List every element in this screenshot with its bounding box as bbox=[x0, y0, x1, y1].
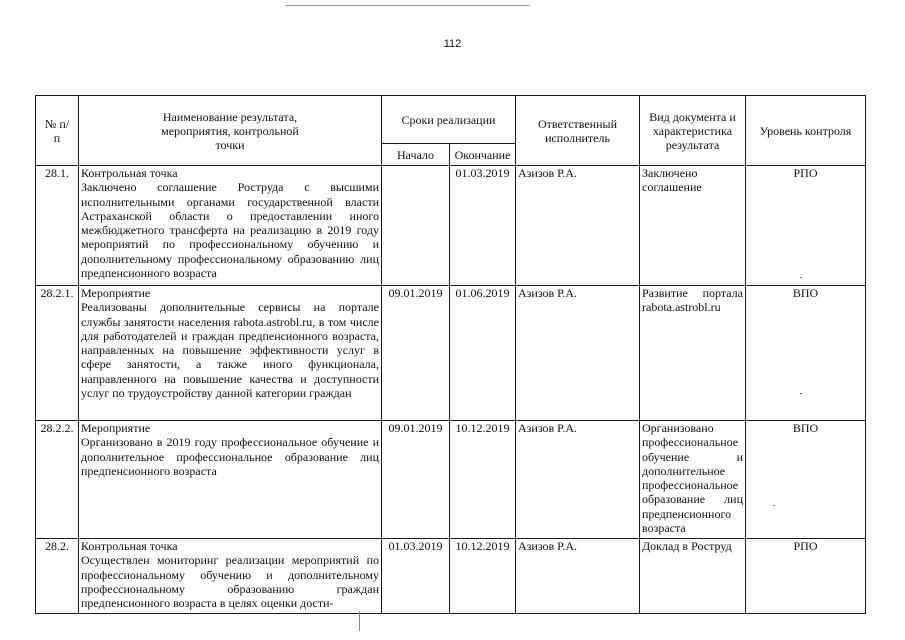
header-doc-type: Вид документа и характеристика результата bbox=[640, 96, 746, 166]
header-name: Наименование результата, мероприятия, контрольной точки bbox=[79, 96, 382, 166]
row-responsible: Азизов Р.А. bbox=[516, 286, 640, 421]
header-end: Окончание bbox=[450, 144, 516, 166]
row-document: Доклад в Роструд bbox=[640, 539, 746, 614]
table-row bbox=[36, 421, 866, 539]
page-number: 112 bbox=[443, 38, 462, 50]
row-responsible: Азизов Р.А. bbox=[516, 421, 640, 539]
header-responsible: Ответственный исполнитель bbox=[516, 96, 640, 166]
row-responsible: Азизов Р.А. bbox=[516, 539, 640, 614]
row-kind: Мероприятие bbox=[81, 421, 151, 435]
row-control-level: ВПО bbox=[746, 286, 866, 421]
header-control-level: Уровень контроля bbox=[746, 96, 866, 166]
table-row bbox=[36, 539, 866, 614]
row-end-date: 10.12.2019 bbox=[450, 421, 516, 539]
row-end-date: 01.06.2019 bbox=[450, 286, 516, 421]
row-number: 28.2.1. bbox=[36, 286, 79, 421]
row-end-date: 10.12.2019 bbox=[450, 539, 516, 614]
row-end-date: 01.03.2019 bbox=[450, 166, 516, 286]
scan-speck bbox=[800, 393, 802, 394]
scan-speck bbox=[800, 277, 802, 278]
row-description bbox=[79, 421, 382, 539]
row-description bbox=[79, 539, 382, 614]
row-text: Реализованы дополнительные сервисы на портале службы занятости населения rabota.astrobl.ru, в том числе для работодателей и граждан предпенсионного возраста, направленных на повышение эффективности услуг в сфере занятости, а также иного функционала, направленного на повышение качества и доступности услуг по трудоустройству данной категории граждан bbox=[81, 300, 379, 401]
row-description bbox=[79, 166, 382, 286]
row-number: 28.2. bbox=[36, 539, 79, 614]
row-responsible: Азизов Р.А. bbox=[516, 166, 640, 286]
row-kind: Контрольная точка bbox=[81, 539, 178, 553]
row-text: Осуществлен мониторинг реализации мероприятий по профессиональному обучению и дополнительному профессиональному образованию граждан предпенсионного возраста в целях оценки дости- bbox=[81, 553, 379, 611]
row-document: Развитие портала rabota.astrobl.ru bbox=[640, 286, 746, 421]
plan-table bbox=[35, 95, 866, 614]
table-row bbox=[36, 166, 866, 286]
row-number: 28.2.2. bbox=[36, 421, 79, 539]
row-start-date: 01.03.2019 bbox=[382, 539, 450, 614]
row-start-date: 09.01.2019 bbox=[382, 286, 450, 421]
header-num: № п/п bbox=[36, 96, 79, 166]
header-start: Начало bbox=[382, 144, 450, 166]
row-number: 28.1. bbox=[36, 166, 79, 286]
header-terms: Сроки реализации bbox=[382, 96, 516, 144]
row-kind: Мероприятие bbox=[81, 286, 151, 300]
row-document: Организовано профессиональное обучение и дополнительное профессиональное образование лиц предпенсионного возраста bbox=[640, 421, 746, 539]
row-text: Заключено соглашение Роструда с высшими исполнительными органами государственной власти Астраханской области о предоставлении иного межбюджетного трансферта на реализацию в 2019 году мероприятий по профессиональному обучению и дополнительному профессиональному образованию лиц предпенсионного возраста bbox=[81, 180, 379, 281]
header-row bbox=[36, 96, 866, 144]
row-control-level: ВПО bbox=[746, 421, 866, 539]
row-text: Организовано в 2019 году профессиональное обучение и дополнительное профессиональное образование лиц предпенсионного возраста bbox=[81, 435, 379, 478]
row-description bbox=[79, 286, 382, 421]
row-kind: Контрольная точка bbox=[81, 166, 178, 180]
row-control-level: РПО bbox=[746, 166, 866, 286]
row-document: Заключено соглашение bbox=[640, 166, 746, 286]
top-scan-line bbox=[285, 5, 530, 6]
row-start-date bbox=[382, 166, 450, 286]
row-start-date: 09.01.2019 bbox=[382, 421, 450, 539]
table-row bbox=[36, 286, 866, 421]
scan-speck bbox=[773, 505, 775, 506]
row-control-level: РПО bbox=[746, 539, 866, 614]
scan-artifact-line bbox=[359, 611, 360, 631]
